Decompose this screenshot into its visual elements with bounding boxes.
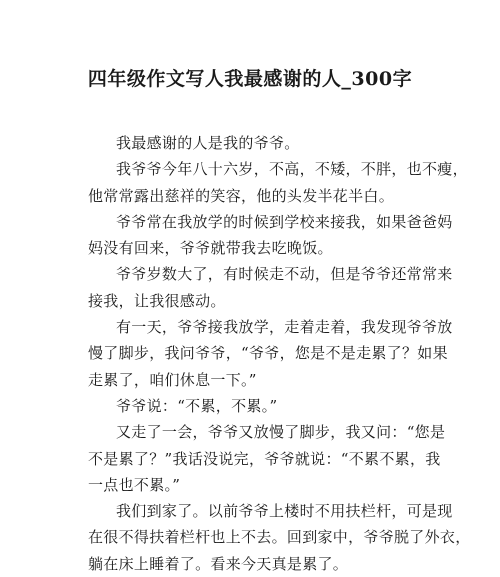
essay-line: 他常常露出慈祥的笑容，他的头发半花半白。 [88,186,395,205]
essay-line: 我最感谢的人是我的爷爷。 [116,134,300,152]
essay-line: 爷爷常在我放学的时候到学校来接我，如果爸爸妈 [116,212,453,231]
document-title: 四年级作文写人我最感谢的人_300字 [87,68,413,90]
essay-line: 我爷爷今年八十六岁，不高，不矮，不胖，也不瘦， [116,160,468,179]
essay-line: 不是累了？”我话没说完，爷爷就说：“不累不累，我 [88,449,441,468]
essay-body [88,130,471,577]
essay-line: 接我，让我很感动。 [88,291,226,310]
essay-line: 一点也不累。” [88,475,181,494]
essay-line: 躺在床上睡着了。看来今天真是累了。 [88,554,349,573]
essay-line: 慢了脚步，我问爷爷，“爷爷，您是不是走累了？如果 [88,344,448,363]
essay-line: 爷爷说：“不累，不累。” [116,396,278,415]
essay-line: 走累了，咱们休息一下。” [88,370,257,389]
essay-line: 爷爷岁数大了，有时候走不动，但是爷爷还常常来 [116,265,453,284]
essay-line: 我们到家了。以前爷爷上楼时不用扶栏杆，可是现 [116,502,453,521]
essay-line: 在很不得扶着栏杆也上不去。回到家中，爷爷脱了外衣， [88,528,471,547]
essay-line: 妈没有回来，爷爷就带我去吃晚饭。 [88,239,333,258]
essay-line: 又走了一会，爷爷又放慢了脚步，我又问：“您是 [116,423,446,442]
essay-line: 有一天，爷爷接我放学，走着走着，我发现爷爷放 [116,318,453,337]
